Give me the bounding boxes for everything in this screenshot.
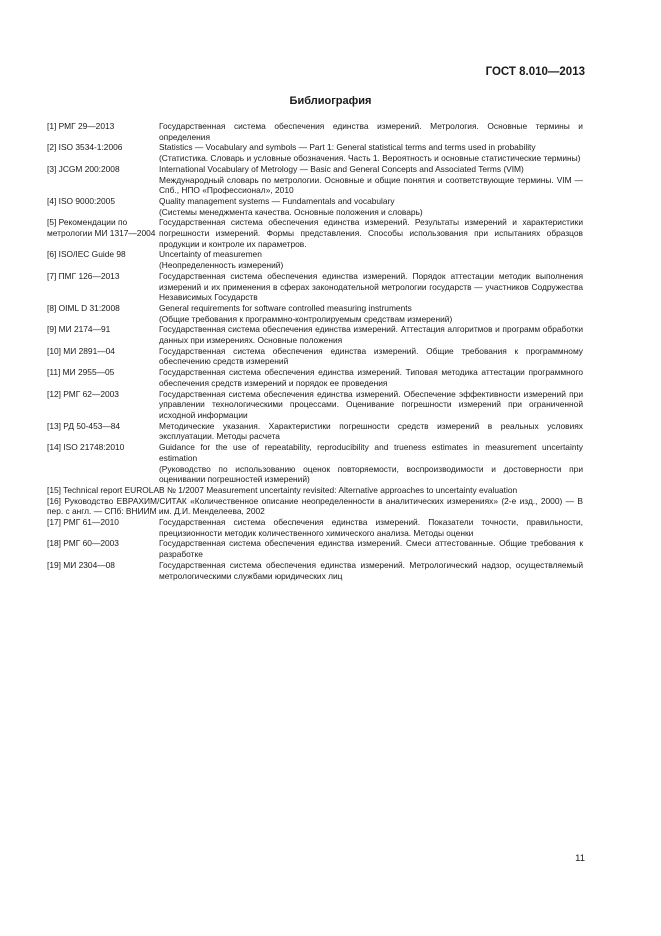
reference-text: International Vocabulary of Metrology — Basic and General Concepts and Associated Terms (VIM) Международный словарь по метрологии. Основные и общие понятия и соответствующие термины. VIM — Спб., НПО «Профессионал», 2010 [159,163,583,196]
reference-text: Statistics — Vocabulary and symbols — Part 1: General statistical terms and terms used in probability (Статистика. Словарь и условные обозначения. Часть 1. Вероятность и основные статистические термины) [159,142,581,164]
reference-text: Государственная система обеспечения единства измерений. Метрология. Основные термины и определения [159,121,583,142]
reference-id: [1] РМГ 29—2013 [47,121,115,131]
reference-text: Государственная система обеспечения единства измерений. Общие требования к программному обеспечению средств измерений [159,345,583,367]
reference-text: Государственная система обеспечения единства измерений. Метрологический надзор, осуществляемый метрологическими службами юридических лиц [159,559,583,581]
page-number: 11 [575,853,585,864]
reference-text: Quality management systems — Fundamentals and vocabulary (Системы менеджмента качества. Основные положения и словарь) [159,195,423,217]
reference-id: [8] OIML D 31:2008 [47,302,120,313]
reference-text: Guidance for the use of repeatability, reproducibility and trueness estimates in measurement uncertainty estimation (Руководство по использованию оценок повторяемости, воспроизводимости и достоверности при оценивании погрешностей измерений) [159,442,583,485]
page-title: Библиография [289,95,372,107]
list-item [47,346,583,367]
list-item [47,217,583,249]
reference-id: [18] РМГ 60—2003 [47,538,119,549]
list-item [47,442,583,485]
list-item [47,121,583,142]
list-item [47,196,583,217]
reference-id: [14] ISO 21748:2010 [47,442,125,453]
reference-text: Государственная система обеспечения единства измерений. Аттестация алгоритмов и программ обработки данных при измерениях. Основные положения [159,324,583,346]
reference-text: Государственная система обеспечения единства измерений. Смеси аттестованные. Общие требования к разработке [159,538,583,560]
list-item [47,303,583,324]
reference-id: [4] ISO 9000:2005 [47,195,115,206]
document-code: ГОСТ 8.010—2013 [485,66,585,78]
reference-id: [11] МИ 2955—05 [47,367,115,378]
list-item [47,271,583,303]
reference-id: [6] ISO/IEC Guide 98 [47,249,126,260]
reference-id: [19] МИ 2304—08 [47,559,115,570]
reference-text: Государственная система обеспечения единства измерений. Порядок аттестации методик выполнения измерений и их применения в сферах законодательной метрологии государств — участников Содружества Независимых Государств [159,270,583,303]
list-item [47,517,583,538]
reference-text: Государственная система обеспечения единства измерений. Результаты измерений и характеристики погрешности измерений. Формы представления. Способы использования при испытаниях образцов продукции и контроле их параметров. [159,217,583,249]
list-item [47,142,583,163]
list-item [47,249,583,270]
reference-id: [10] МИ 2891—04 [47,345,115,356]
list-item [47,367,583,388]
list-item [47,324,583,345]
reference-id: [5] Рекомендации по метрологии МИ 1317—2004 [47,217,156,239]
list-item [47,538,583,559]
bibliography-list [47,121,583,581]
reference-text: Государственная система обеспечения единства измерений. Типовая методика аттестации программного обеспечения средств измерений и порядок ее проведения [159,367,583,388]
reference-text: General requirements for software controlled measuring instruments (Общие требования к программно-контролируемым средствам измерений) [159,302,453,324]
list-item [47,389,583,421]
reference-id: [3] JCGM 200:2008 [47,163,120,174]
reference-id: [9] МИ 2174—91 [47,324,111,335]
list-item [47,560,583,581]
reference-text: Uncertainty of measuremen (Неопределенность измерений) [159,249,284,271]
reference-text: Государственная система обеспечения единства измерений. Показатели точности, правильности, прецизионности методик количественного химического анализа. Методы оценки [159,517,583,538]
list-item [47,164,583,196]
reference-id: [13] РД 50-453—84 [47,420,121,431]
reference-text: Государственная система обеспечения единства измерений. Обеспечение эффективности измерений при управлении технологическими процессами. Оценивание погрешности измерений при ограниченной исходной информации [159,388,583,420]
reference-text: Методические указания. Характеристики погрешности средств измерений в реальных условиях эксплуатации. Методы расчета [159,420,583,442]
list-item [47,421,583,442]
list-item: [15] Technical report EUROLAB № 1/2007 Measurement uncertainty revisited: Alternative approaches to uncertainty evaluation [47,484,518,495]
reference-id: [17] РМГ 61—2010 [47,517,119,528]
reference-id: [7] ПМГ 126—2013 [47,270,120,281]
reference-id: [12] РМГ 62—2003 [47,388,119,399]
reference-id: [2] ISO 3534-1:2006 [47,142,123,153]
list-item: [16] Руководство ЕВРАХИМ/СИТАК «Количественное описание неопределенности в аналитических измерениях» (2-е изд., 2000) — В пер. с англ. — СПб: ВНИИМ им. Д.И. Менделеева, 2002 [47,495,583,517]
